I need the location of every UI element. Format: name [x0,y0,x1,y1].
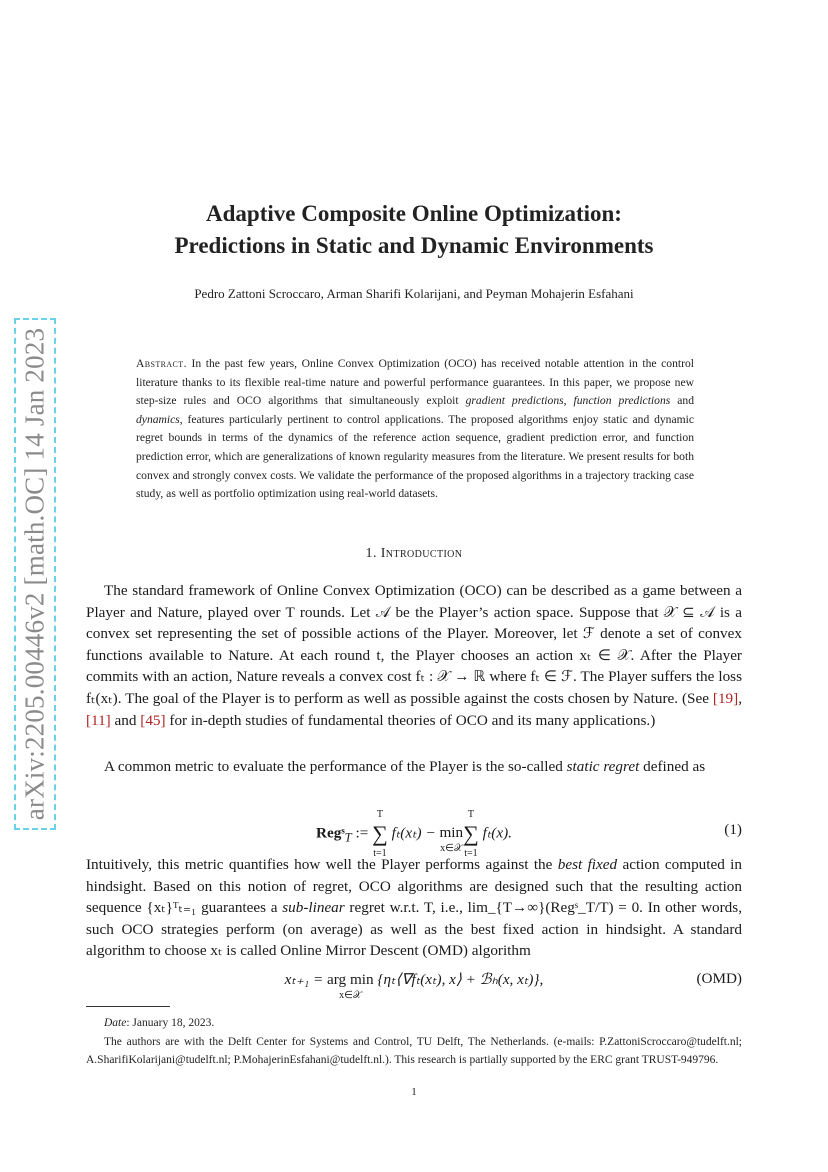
min-label: min [439,824,464,842]
page-number: 1 [411,1086,417,1098]
abstract-emphasis: dynamics [136,412,180,426]
paragraph-text: regret w.r.t. T, i.e., lim_{T→∞}(Regˢ_T/T) = 0. In other words, such OCO strategies perform (on average) as well as the best fixed action in hindsight. A standard algorithm to choose xₜ is called Online Mirror Descent (OMD) algorithm [86,899,742,960]
paragraph-1 [86,580,742,731]
min-operator [439,824,464,855]
assign-symbol: := [351,824,373,842]
argmin-subscript: x∈𝒳 [339,990,362,1001]
abstract-emphasis: gradient predictions [465,394,564,408]
equation-number: (1) [724,821,742,838]
footnotes [86,1014,742,1070]
paragraph-emphasis: static regret [566,758,640,775]
author-list: Pedro Zattoni Scroccaro, Arman Sharifi Kolarijani, and Peyman Mohajerin Esfahani [194,286,634,301]
equation-number: (OMD) [696,970,742,987]
paragraph-text: The standard framework of Online Convex Optimization (OCO) can be described as a game between a Player and Nature, played over T rounds. Let 𝒜 be the Player’s action space. Suppose that 𝒳 ⊆ 𝒜 is a convex set representing the set of possible actions of the Player. Moreover, let ℱ denote a set of convex functions available to Nature. At each round t, the Player chooses an action xₜ ∈ 𝒳. After the Player commits with an action, Nature reveals a convex cost fₜ : 𝒳 → ℝ where fₜ ∈ ℱ. The Player suffers the loss fₜ(xₜ). The goal of the Player is to perform as well as possible against the costs chosen by Nature. (See [86,582,742,707]
footnote-date-value: : January 18, 2023. [126,1017,215,1029]
abstract-emphasis: function predictions [573,394,671,408]
paragraph-2 [86,756,742,778]
paper-title-line-2: Predictions in Static and Dynamic Environments [174,233,654,258]
footnote-date [86,1014,742,1033]
regret-symbol: Regˢ [316,824,345,842]
regret-subscript: T [344,830,352,845]
min-subscript: x∈𝒳 [440,843,463,855]
equation-body [86,970,742,1001]
argmin-label: arg min [327,971,374,988]
section-heading: 1. Introduction [365,546,463,561]
footnote-divider [86,1006,170,1007]
abstract-text: , [563,394,574,408]
sum-upper-limit: T [467,809,475,820]
abstract [136,355,694,504]
footnote-date-label: Date [104,1017,127,1029]
paragraph-text: action computed in hindsight. Based on this notion of regret, OCO algorithms are designed such that the resulting action sequence {xₜ}ᵀₜ₌₁ guarantees a [86,856,742,917]
equation-term: {ηₜ⟨∇fₜ(xₜ), x⟩ + ℬₕ(x, xₜ)}, [373,971,544,988]
paragraph-text: and [110,711,141,729]
equation-body [86,809,742,859]
sum-upper-limit: T [376,809,383,820]
arxiv-stamp-text: arXiv:2205.00446v2 [math.OC] 14 Jan 2023 [19,327,50,821]
footnote-affiliation: The authors are with the Delft Center for Systems and Control, TU Delft, The Netherlands. (e-mails: P.ZattoniScroccaro@tudelft.nl; A.SharifiKolarijani@tudelft.nl; P.MohajerinEsfahani@tudelft.nl.). This research is partially supported by the ERC grant TRUST-949796. [86,1035,742,1067]
sum-symbol: ∑ T t=1 [463,809,479,859]
equation-term: fₜ(x). [478,824,512,842]
paragraph-text: for in-depth studies of fundamental theories of OCO and its many applications.) [165,711,656,729]
argmin-operator [327,971,374,1001]
paragraph-3 [86,854,742,962]
arxiv-stamp [14,318,56,830]
paragraph-text: defined as [639,758,706,775]
citation-link[interactable]: [45] [140,711,166,729]
sum-lower-limit: t=1 [373,848,387,859]
paragraph-emphasis: best fixed [557,856,618,873]
sum-symbol: ∑ T t=1 [372,809,388,859]
equation-static-regret [86,809,742,859]
equation-term: xₜ₊₁ = [284,971,328,988]
citation-link[interactable]: [11] [86,711,111,729]
sum-lower-limit: t=1 [464,848,478,859]
paragraph-emphasis: sub-linear [282,899,345,917]
citation-link[interactable]: [19] [712,689,739,707]
abstract-label: Abstract. [136,357,187,370]
paragraph-text: , [738,689,742,707]
paper-title-line-1: Adaptive Composite Online Optimization: [206,201,622,226]
paragraph-text: A common metric to evaluate the performance of the Player is the so-called [104,758,567,775]
equation-omd [86,966,742,1001]
abstract-text: and [670,394,694,408]
equation-term: fₜ(xₜ) − [387,824,440,842]
abstract-text: In the past few years, Online Convex Optimization (OCO) has received notable attention in the control literature thanks to its flexible real-time nature and powerful performance guarantees. In this paper, we propose new step-size rules and OCO algorithms that simultaneously exploit [136,357,694,408]
abstract-text: , features particularly pertinent to control applications. The proposed algorithms enjoy static and dynamic regret bounds in terms of the dynamics of the reference action sequence, gradient prediction error, and function prediction error, which are generalizations of known regularity measures from the literature. We present results for both convex and strongly convex costs. We validate the performance of the proposed algorithms in a trajectory tracking case study, as well as portfolio optimization using real-world datasets. [136,412,694,501]
paragraph-text: Intuitively, this metric quantifies how well the Player performs against the [86,856,558,873]
